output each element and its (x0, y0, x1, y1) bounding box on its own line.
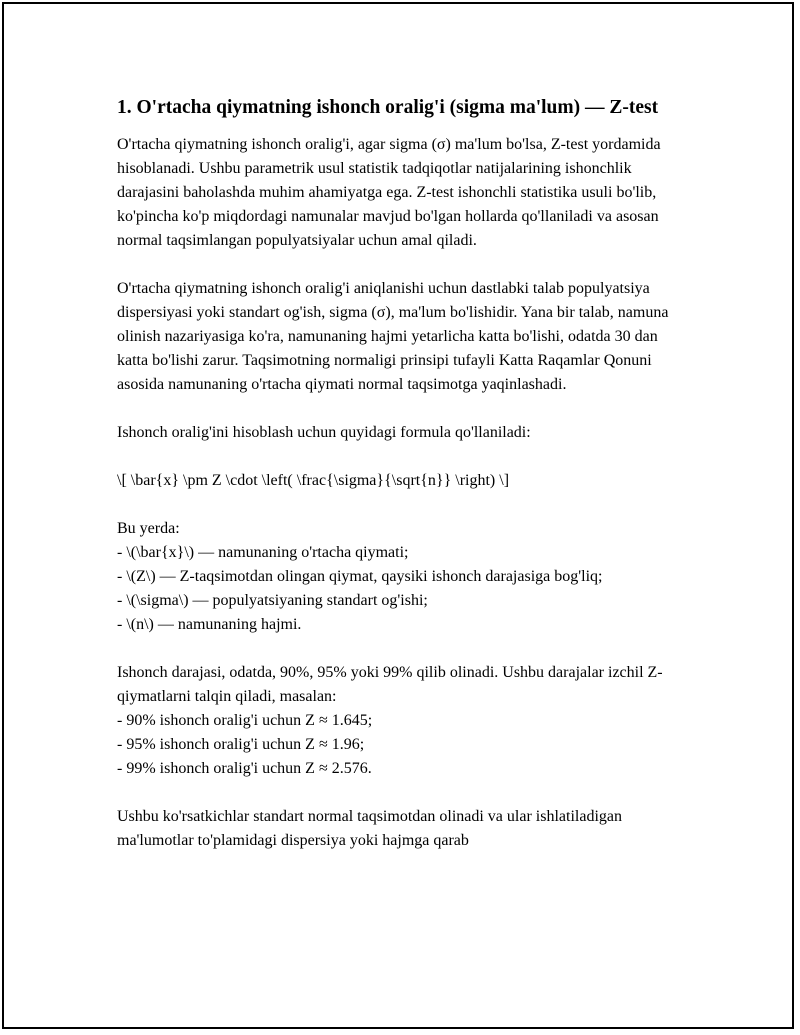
section-heading: 1. O'rtacha qiymatning ishonch oralig'i (sigma ma'lum) — Z-test (117, 97, 659, 118)
definition-item: - \(Z\) — Z-taqsimotdan olingan qiymat, qaysiki ishonch darajasiga bog'liq; (117, 568, 603, 585)
confidence-block (117, 661, 677, 781)
formula-text: \[ \bar{x} \pm Z \cdot \left( \frac{\sigma}{\sqrt{n}} \right) \] (117, 472, 510, 489)
formula-intro: Ishonch oralig'ini hisoblash uchun quyidagi formula qo'llaniladi: (117, 424, 531, 441)
paragraph-closing: Ushbu ko'rsatkichlar standart normal taqsimotdan olinadi va ular ishlatiladigan ma'lumotlar to'plamidagi dispersiya yoki hajmga qarab (117, 808, 622, 849)
confidence-item: - 90% ishonch oralig'i uchun Z ≈ 1.645; (117, 712, 373, 729)
definition-item: - \(\bar{x}\) — namunaning o'rtacha qiymati; (117, 544, 409, 561)
definition-item: - \(\sigma\) — populyatsiyaning standart og'ishi; (117, 592, 428, 609)
definitions-intro: Bu yerda: (117, 520, 180, 537)
confidence-intro: Ishonch darajasi, odatda, 90%, 95% yoki 99% qilib olinadi. Ushbu darajalar izchil Z-qiymatlarni talqin qiladi, masalan: (117, 664, 663, 705)
paragraph-requirements: O'rtacha qiymatning ishonch oralig'i aniqlanishi uchun dastlabki talab populyatsiya dispersiyasi yoki standart og'ish, sigma (σ), ma'lum bo'lishidir. Yana bir talab, namuna olinish nazariyasiga ko'ra, namunaning hajmi yetarlicha katta bo'lishi, odatda 30 dan katta bo'lishi zarur. Taqsimotning normaligi prinsipi tufayli Katta Raqamlar Qonuni asosida namunaning o'rtacha qiymati normal taqsimotga yaqinlashadi. (117, 280, 669, 393)
definition-item: - \(n\) — namunaning hajmi. (117, 616, 302, 633)
confidence-item: - 95% ishonch oralig'i uchun Z ≈ 1.96; (117, 736, 365, 753)
confidence-item: - 99% ishonch oralig'i uchun Z ≈ 2.576. (117, 760, 372, 777)
document-body (117, 94, 677, 853)
paragraph-intro: O'rtacha qiymatning ishonch oralig'i, agar sigma (σ) ma'lum bo'lsa, Z-test yordamida hisoblanadi. Ushbu parametrik usul statistik tadqiqotlar natijalarining ishonchlik darajasini baholashda muhim ahamiyatga ega. Z-test ishonchli statistika usuli bo'lib, ko'pincha ko'p miqdordagi namunalar mavjud bo'lgan hollarda qo'llaniladi va asosan normal taqsimlangan populyatsiyalar uchun amal qiladi. (117, 136, 661, 249)
definitions-block (117, 517, 677, 637)
